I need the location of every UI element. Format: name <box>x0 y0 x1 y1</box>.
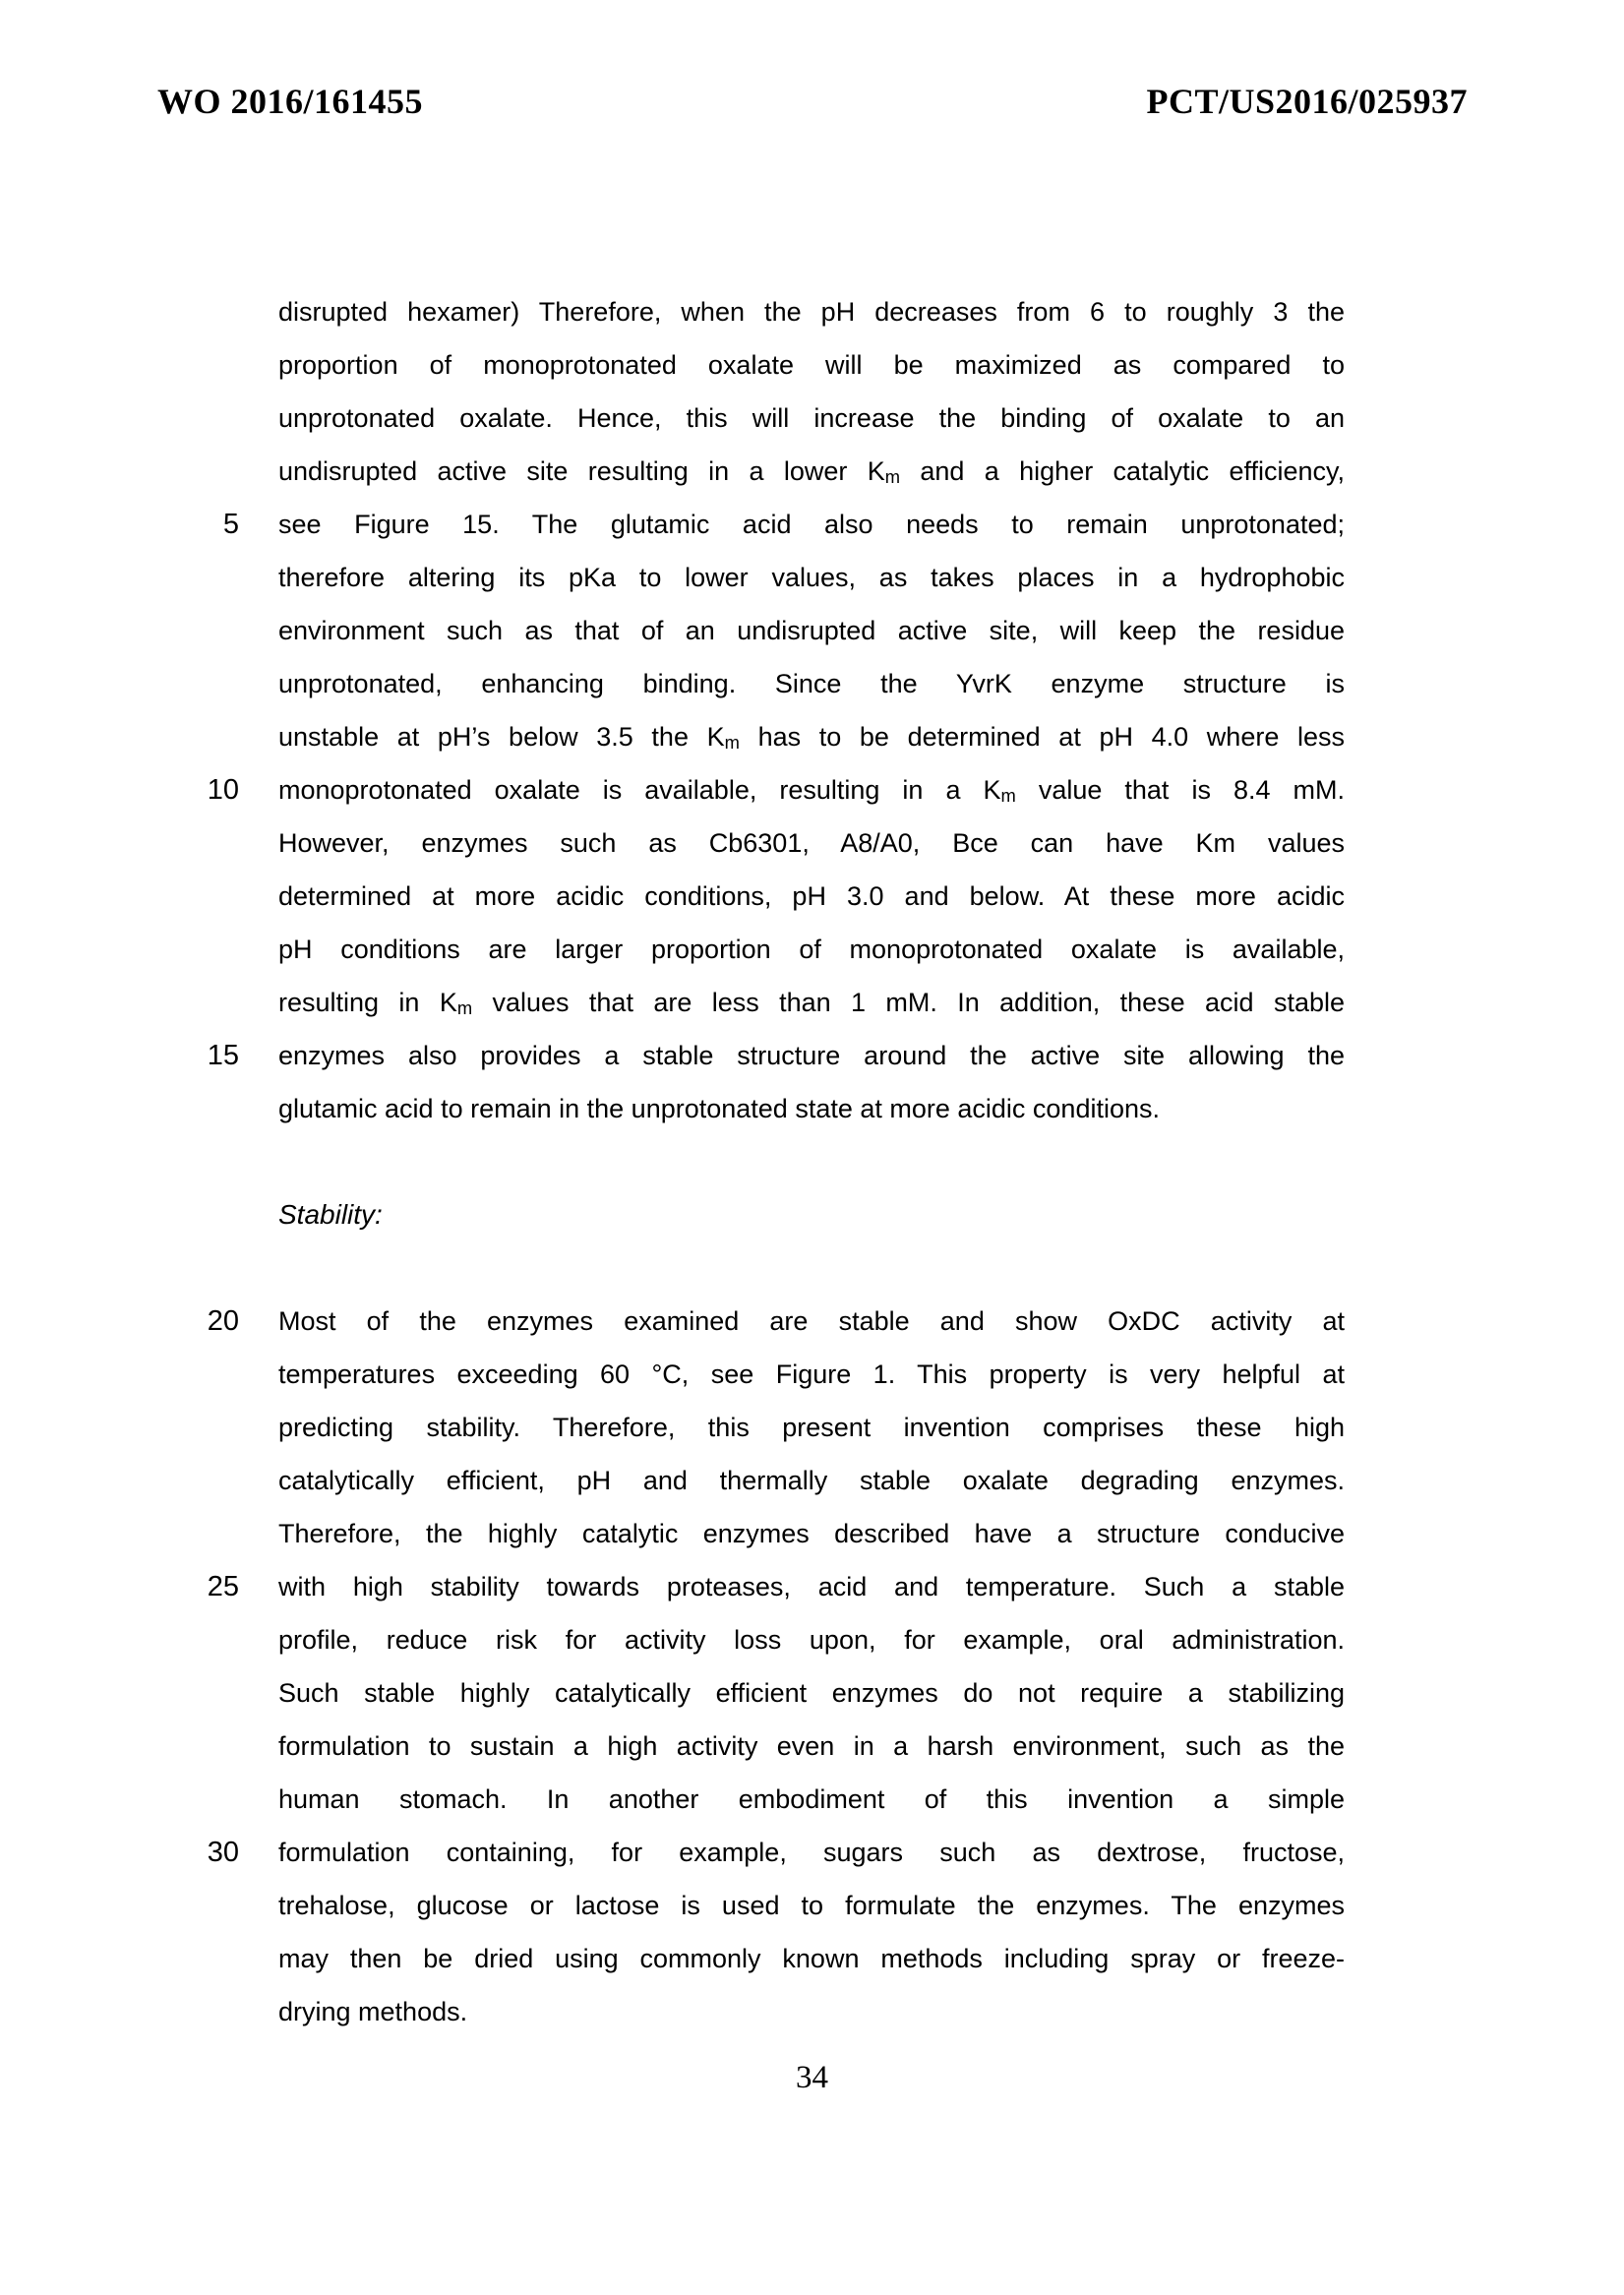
line-number-marker: 30 <box>207 1837 239 1868</box>
subscript-text: m <box>1000 784 1016 806</box>
text-segment: However, enzymes such as Cb6301, A8/A0, Bce can have Km values <box>278 828 1345 858</box>
text-line <box>278 285 1345 338</box>
text-line <box>278 1348 1345 1401</box>
text-line <box>278 1879 1345 1932</box>
text-row <box>207 1295 1345 1348</box>
text-row <box>278 1666 1345 1720</box>
text-row <box>278 1879 1345 1932</box>
text-line <box>278 1507 1345 1560</box>
text-line <box>278 923 1345 976</box>
text-segment: may then be dried using commonly known methods including spray or freeze- <box>278 1944 1345 1973</box>
text-segment: predicting stability. Therefore, this present invention comprises these high <box>278 1413 1345 1442</box>
text-row <box>278 1720 1345 1773</box>
text-row <box>278 1082 1345 1135</box>
text-row <box>278 710 1345 763</box>
text-segment: Therefore, the highly catalytic enzymes described have a structure conducive <box>278 1519 1345 1548</box>
page-body <box>207 285 1345 2038</box>
text-segment: formulation to sustain a high activity even in a harsh environment, such as the <box>278 1731 1345 1761</box>
text-row <box>278 657 1345 710</box>
text-line <box>278 498 1345 551</box>
text-line <box>278 870 1345 923</box>
spacer-row <box>278 1135 1345 1188</box>
text-segment: disrupted hexamer) Therefore, when the pH decreases from 6 to roughly 3 the <box>278 297 1345 327</box>
text-row <box>278 338 1345 392</box>
text-segment: with high stability towards proteases, acid and temperature. Such a stable <box>278 1572 1345 1601</box>
text-segment: therefore altering its pKa to lower values, as takes places in a hydrophobic <box>278 563 1345 592</box>
spacer-row <box>278 1241 1345 1295</box>
page-number: 34 <box>796 2060 828 2095</box>
text-line <box>278 657 1345 710</box>
text-segment: unprotonated, enhancing binding. Since the YvrK enzyme structure is <box>278 669 1345 698</box>
text-segment: unstable at pH’s below 3.5 the K <box>278 722 725 752</box>
text-segment: Most of the enzymes examined are stable and show OxDC activity at <box>278 1306 1345 1336</box>
text-line <box>278 392 1345 445</box>
text-segment: undisrupted active site resulting in a lower K <box>278 456 885 486</box>
text-row <box>222 498 1345 551</box>
text-row <box>278 551 1345 604</box>
text-segment: formulation containing, for example, sugars such as dextrose, fructose, <box>278 1838 1345 1867</box>
text-row <box>278 1348 1345 1401</box>
text-segment: determined at more acidic conditions, pH 3.0 and below. At these more acidic <box>278 881 1345 911</box>
text-segment: profile, reduce risk for activity loss upon, for example, oral administration. <box>278 1625 1345 1655</box>
text-segment: see Figure 15. The glutamic acid also needs to remain unprotonated; <box>278 510 1345 539</box>
text-row <box>278 445 1345 498</box>
text-segment: and a higher catalytic efficiency, <box>900 456 1345 486</box>
text-segment: catalytically efficient, pH and thermally stable oxalate degrading enzymes. <box>278 1466 1345 1495</box>
text-row <box>278 1932 1345 1985</box>
section-heading: Stability: <box>278 1199 383 1230</box>
text-row <box>278 604 1345 657</box>
text-row <box>278 1507 1345 1560</box>
text-row <box>278 1773 1345 1826</box>
text-line <box>278 1720 1345 1773</box>
text-segment: has to be determined at pH 4.0 where less <box>739 722 1345 752</box>
text-segment: enzymes also provides a stable structure around the active site allowing the <box>278 1041 1345 1070</box>
text-line <box>278 1295 1345 1348</box>
text-row <box>278 1454 1345 1507</box>
text-line <box>278 1613 1345 1666</box>
subscript-text: m <box>884 465 901 487</box>
text-line <box>278 976 1345 1029</box>
text-line <box>278 1773 1345 1826</box>
text-segment: human stomach. In another embodiment of this invention a simple <box>278 1784 1345 1814</box>
text-line <box>278 338 1345 392</box>
text-row <box>278 1401 1345 1454</box>
line-number-marker: 20 <box>207 1305 239 1337</box>
text-row <box>278 1985 1345 2038</box>
text-row <box>278 870 1345 923</box>
text-row <box>278 285 1345 338</box>
line-number-marker: 25 <box>207 1571 239 1602</box>
text-segment: trehalose, glucose or lactose is used to formulate the enzymes. The enzymes <box>278 1891 1345 1920</box>
text-line <box>278 1454 1345 1507</box>
text-segment: Such stable highly catalytically efficient enzymes do not require a stabilizing <box>278 1678 1345 1708</box>
page-header <box>157 81 1468 122</box>
text-line <box>278 604 1345 657</box>
text-segment: value that is 8.4 mM. <box>1015 775 1345 805</box>
text-segment: resulting in K <box>278 988 457 1017</box>
text-line <box>278 551 1345 604</box>
publication-number: WO 2016/161455 <box>157 82 424 121</box>
text-line <box>278 1826 1345 1879</box>
text-line <box>278 445 1345 498</box>
text-segment: pH conditions are larger proportion of monoprotonated oxalate is available, <box>278 935 1345 964</box>
text-line <box>278 1932 1345 1985</box>
text-segment: unprotonated oxalate. Hence, this will increase the binding of oxalate to an <box>278 403 1345 433</box>
text-line <box>278 1666 1345 1720</box>
line-number-marker: 5 <box>222 509 239 540</box>
text-row <box>278 923 1345 976</box>
text-segment: values that are less than 1 mM. In addition, these acid stable <box>472 988 1345 1017</box>
text-row <box>278 1613 1345 1666</box>
text-segment: glutamic acid to remain in the unprotonated state at more acidic conditions. <box>278 1094 1160 1123</box>
heading-row <box>278 1188 1345 1241</box>
text-segment: temperatures exceeding 60 °C, see Figure 1. This property is very helpful at <box>278 1359 1345 1389</box>
text-row <box>207 1029 1345 1082</box>
subscript-text: m <box>724 731 740 753</box>
subscript-text: m <box>456 997 473 1018</box>
text-row <box>207 1826 1345 1879</box>
text-row <box>278 392 1345 445</box>
text-line <box>278 763 1345 816</box>
text-row <box>207 763 1345 816</box>
text-line <box>278 1560 1345 1613</box>
text-row <box>278 816 1345 870</box>
text-row <box>278 976 1345 1029</box>
text-segment: proportion of monoprotonated oxalate will be maximized as compared to <box>278 350 1345 380</box>
application-number: PCT/US2016/025937 <box>1146 82 1468 121</box>
text-segment: drying methods. <box>278 1997 468 2026</box>
text-row <box>207 1560 1345 1613</box>
text-segment: monoprotonated oxalate is available, resulting in a K <box>278 775 1001 805</box>
text-line <box>278 1401 1345 1454</box>
text-line <box>278 1029 1345 1082</box>
text-line <box>278 710 1345 763</box>
text-line <box>278 816 1345 870</box>
line-number-marker: 10 <box>207 774 239 806</box>
text-line <box>278 1985 1345 2038</box>
text-line <box>278 1082 1345 1135</box>
text-segment: environment such as that of an undisrupted active site, will keep the residue <box>278 616 1345 645</box>
line-number-marker: 15 <box>207 1040 239 1071</box>
